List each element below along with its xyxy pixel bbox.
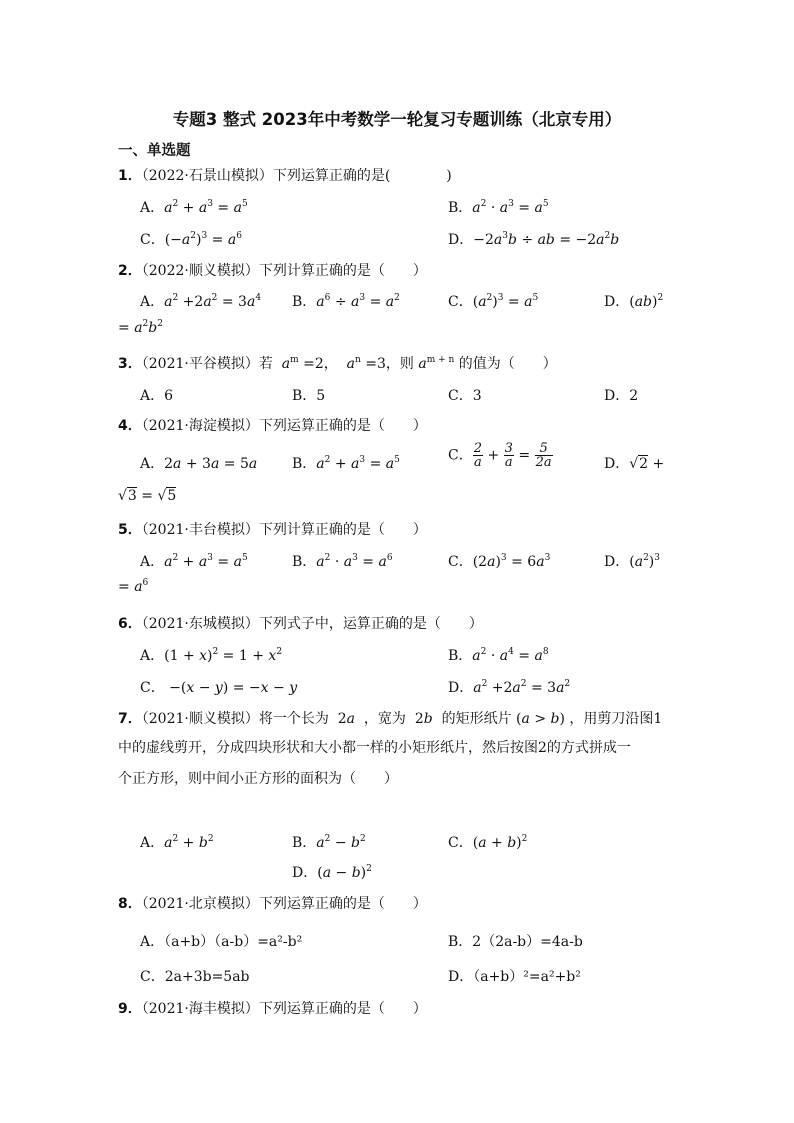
question-stem: （2022·石景山模拟）下列运算正确的是( )	[141, 168, 452, 184]
q7-option-b[interactable]: B．$a^2 - b^2$	[292, 834, 366, 851]
q6-option-d[interactable]: D．$a^2 +2a^2 = 3a^2$	[448, 679, 571, 696]
q5-option-d-continued: = $a^6$	[118, 578, 149, 595]
q1-option-d[interactable]: D．$-2a^3b$ ÷ ab = $-2a^2b$	[448, 231, 620, 248]
question-5	[118, 519, 427, 539]
q7-option-d[interactable]: D．$(a - b)^2$	[292, 864, 372, 881]
question-7: 7．（2021·顺义模拟）将一个长为 2a ，宽为 2b 的矩形纸片 (a > b) ，用剪刀沿图1	[118, 711, 663, 727]
question-7-line-2: 中的虚线剪开，分成四块形状和大小都一样的小矩形纸片，然后按图2的方式拼成一	[118, 740, 631, 756]
q3-option-b[interactable]: B．5	[292, 388, 326, 404]
question-9	[118, 998, 427, 1018]
question-number: 8．	[118, 896, 142, 912]
question-number: 4．	[118, 418, 142, 434]
q4-option-d[interactable]: D．√2 +	[604, 456, 665, 472]
q5-option-b[interactable]: B．$a^2 \cdot a^3 = a^6$	[292, 553, 393, 570]
q6-option-c[interactable]: C． −(x − y) = −x − y	[140, 680, 298, 696]
page-title: 专题3 整式 2023年中考数学一轮复习专题训练（北京专用）	[172, 110, 622, 129]
q1-option-a[interactable]: A．$a^2 + a^3 = a^5$	[140, 199, 248, 216]
question-number: 9．	[118, 1001, 142, 1017]
q1-option-b[interactable]: B．$a^2 \cdot a^3 = a^5$	[448, 199, 549, 216]
q2-option-b[interactable]: B．$a^6 \div a^3 = a^2$	[292, 293, 400, 310]
q3-option-d[interactable]: D．2	[604, 388, 639, 404]
q5-option-c[interactable]: C．$(2a)^3 = 6a^3$	[448, 553, 551, 570]
q2-option-d[interactable]: D．(ab)$^2$	[604, 293, 664, 310]
q4-option-b[interactable]: B．$a^2 + a^3 = a^5$	[292, 455, 400, 472]
question-stem: （2021·东城模拟）下列式子中，运算正确的是（ ）	[141, 616, 483, 632]
question-3: 3．（2021·平谷模拟）若 $a^m =2$， $a^n =3$，则 $a^{m + n}$ 的值为（ ）	[118, 355, 557, 372]
question-1	[118, 165, 452, 185]
q4-option-c[interactable]: C． $\frac{2}{a}$ + $\frac{3}{a}$ = $\frac{5}{2a}$	[448, 441, 552, 470]
q8-option-d[interactable]: D．（a+b）²=a²+b²	[448, 969, 581, 985]
q2-option-d-continued: = $a^2b^2$	[118, 319, 163, 336]
q5-option-a[interactable]: A．$a^2 + a^3 = a^5$	[140, 553, 248, 570]
q3-option-a[interactable]: A．6	[140, 388, 174, 404]
q6-option-b[interactable]: B．$a^2 \cdot a^4 = a^8$	[448, 647, 549, 664]
question-number: 7．	[118, 711, 142, 727]
question-number: 1．	[118, 168, 142, 184]
question-number: 2．	[118, 263, 142, 279]
q6-option-a[interactable]: A．$(1 + x)^2 = 1 + x^2$	[140, 647, 283, 664]
q8-option-c[interactable]: C．2a+3b=5ab	[140, 969, 250, 985]
q4-option-d-continued: √3 = √5	[118, 488, 177, 504]
q1-option-c[interactable]: C．$(-a^2)^3 = a^6$	[140, 231, 242, 248]
question-4	[118, 415, 427, 435]
question-number: 6．	[118, 616, 142, 632]
q4-option-a[interactable]: A．2a + 3a = 5a	[140, 456, 258, 472]
q5-option-d[interactable]: D．$(a^2)^3$	[604, 553, 660, 570]
question-number: 3．	[118, 356, 142, 372]
section-heading: 一、单选题	[118, 143, 191, 159]
q8-option-b[interactable]: B．2（2a-b）=4a-b	[448, 934, 583, 950]
q8-option-a[interactable]: A．（a+b）（a-b）=a²-b²	[140, 934, 303, 950]
q7-option-c[interactable]: C．$(a + b)^2$	[448, 834, 528, 851]
q3-option-c[interactable]: C．3	[448, 388, 482, 404]
question-stem: （2021·海丰模拟）下列运算正确的是（ ）	[141, 1001, 427, 1017]
question-stem: （2021·丰台模拟）下列计算正确的是（ ）	[141, 522, 427, 538]
q7-option-a[interactable]: A．$a^2 + b^2$	[140, 834, 214, 851]
question-6	[118, 613, 483, 633]
question-number: 5．	[118, 522, 142, 538]
q2-option-c[interactable]: C．$(a^2)^3 = a^5$	[448, 293, 539, 310]
question-stem: （2021·海淀模拟）下列运算正确的是（ ）	[141, 418, 427, 434]
q2-option-a[interactable]: A．$a^2 +2a^2 = 3a^4$	[140, 293, 262, 310]
question-stem: （2022·顺义模拟）下列计算正确的是（ ）	[141, 263, 427, 279]
question-7-line-3: 个正方形，则中间小正方形的面积为（ ）	[118, 771, 398, 787]
question-8	[118, 893, 427, 913]
question-stem: （2021·平谷模拟）若	[141, 356, 273, 372]
question-2	[118, 260, 427, 280]
question-stem: （2021·北京模拟）下列运算正确的是（ ）	[141, 896, 427, 912]
